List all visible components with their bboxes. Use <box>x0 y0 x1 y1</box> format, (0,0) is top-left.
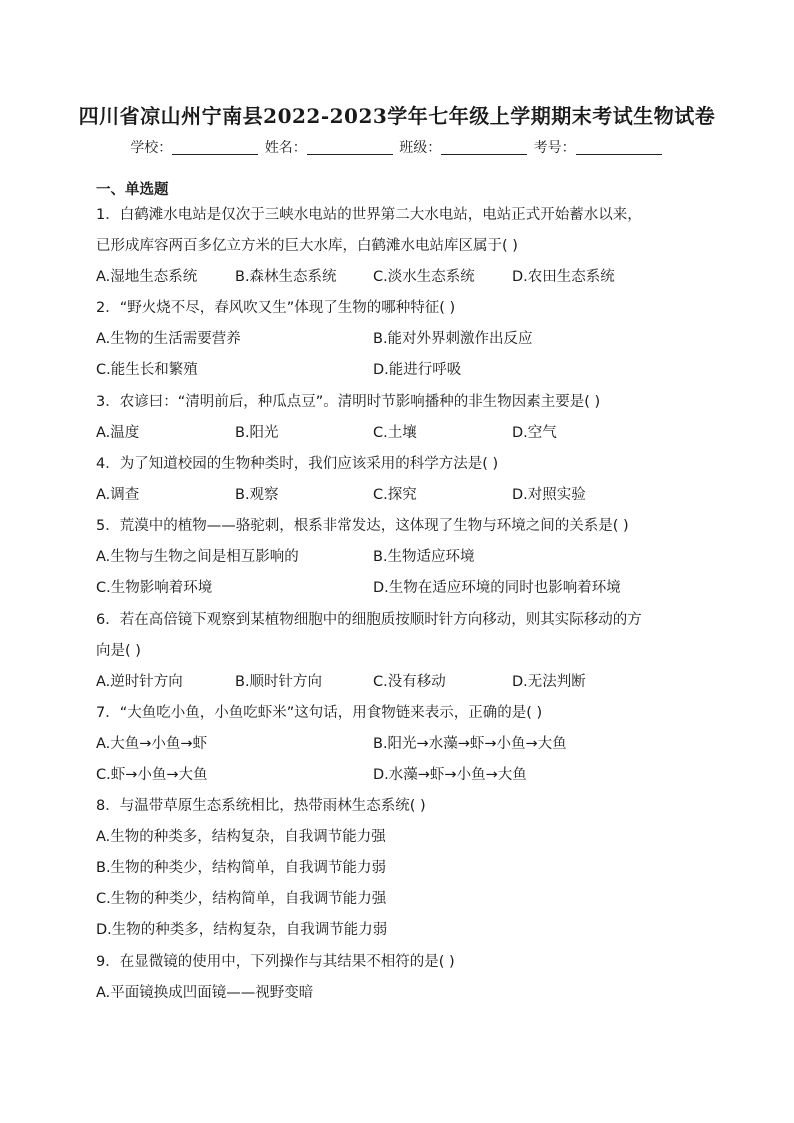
question-1-line-1: 1．白鹤滩水电站是仅次于三峡水电站的世界第二大水电站，电站正式开始蓄水以来， <box>96 207 642 223</box>
page-title: 四川省凉山州宁南县2022-2023学年七年级上学期期末考试生物试卷 <box>78 104 716 128</box>
question-5-option-a: A.生物与生物之间是相互影响的 <box>96 549 299 565</box>
question-9-option-a: A.平面镜换成凹面镜——视野变暗 <box>96 985 314 1001</box>
question-7-option-b: B.阳光→水藻→虾→小鱼→大鱼 <box>373 736 567 752</box>
question-4-option-a: A.调查 <box>96 487 140 503</box>
question-4-option-d: D.对照实验 <box>512 487 586 503</box>
question-6-option-b: B.顺时针方向 <box>235 674 323 690</box>
question-2-option-a: A.生物的生活需要营养 <box>96 331 241 347</box>
question-7-option-c: C.虾→小鱼→大鱼 <box>96 767 208 783</box>
question-3-line-1: 3．农谚曰：“清明前后，种瓜点豆”。清明时节影响播种的非生物因素主要是( ) <box>96 394 601 410</box>
question-6-option-d: D.无法判断 <box>512 674 586 690</box>
student-info-row <box>0 137 794 157</box>
question-4-line-1: 4．为了知道校园的生物种类时，我们应该采用的科学方法是( ) <box>96 456 499 472</box>
question-4-option-c: C.探究 <box>373 487 417 503</box>
question-8-option-b: B.生物的种类少，结构简单，自我调节能力弱 <box>96 860 387 876</box>
question-9-line-1: 9．在显微镜的使用中，下列操作与其结果不相符的是( ) <box>96 954 455 970</box>
section-heading: 一、单选题 <box>96 182 169 198</box>
question-4-option-b: B.观察 <box>235 487 279 503</box>
question-2-option-c: C.能生长和繁殖 <box>96 362 198 378</box>
question-2-line-1: 2．“野火烧不尽，春风吹又生”体现了生物的哪种特征( ) <box>96 300 456 316</box>
question-5-line-1: 5．荒漠中的植物——骆驼刺，根系非常发达，这体现了生物与环境之间的关系是( ) <box>96 518 629 534</box>
question-8-option-a: A.生物的种类多，结构复杂，自我调节能力强 <box>96 829 386 845</box>
class-blank[interactable] <box>441 140 527 155</box>
question-1-option-d: D.农田生态系统 <box>512 269 615 285</box>
class-label: 班级： <box>399 140 442 156</box>
question-6-option-c: C.没有移动 <box>373 674 446 690</box>
name-label: 姓名： <box>264 140 307 156</box>
question-2-option-d: D.能进行呼吸 <box>373 362 462 378</box>
question-1-option-a: A.湿地生态系统 <box>96 269 198 285</box>
question-1-line-2: 已形成库容两百多亿立方米的巨大水库，白鹤滩水电站库区属于( ) <box>96 238 518 254</box>
question-8-option-c: C.生物的种类少，结构简单，自我调节能力强 <box>96 891 387 907</box>
school-blank[interactable] <box>172 140 258 155</box>
exam-number-label: 考号： <box>533 140 576 156</box>
name-blank[interactable] <box>307 140 393 155</box>
question-8-line-1: 8．与温带草原生态系统相比，热带雨林生态系统( ) <box>96 798 426 814</box>
question-6-line-1: 6．若在高倍镜下观察到某植物细胞中的细胞质按顺时针方向移动，则其实际移动的方 <box>96 612 642 628</box>
question-5-option-b: B.生物适应环境 <box>373 549 475 565</box>
question-5-option-c: C.生物影响着环境 <box>96 580 213 596</box>
question-3-option-c: C.土壤 <box>373 425 417 441</box>
question-8-option-d: D.生物的种类多，结构复杂，自我调节能力弱 <box>96 922 388 938</box>
question-1-option-c: C.淡水生态系统 <box>373 269 475 285</box>
question-3-option-a: A.温度 <box>96 425 140 441</box>
question-1-option-b: B.森林生态系统 <box>235 269 337 285</box>
question-6-option-a: A.逆时针方向 <box>96 674 183 690</box>
question-5-option-d: D.生物在适应环境的同时也影响着环境 <box>373 580 621 596</box>
question-7-option-d: D.水藻→虾→小鱼→大鱼 <box>373 767 527 783</box>
school-label: 学校： <box>130 140 173 156</box>
exam-number-blank[interactable] <box>576 140 662 155</box>
question-6-line-2: 向是( ) <box>96 643 141 659</box>
question-2-option-b: B.能对外界刺激作出反应 <box>373 331 533 347</box>
question-7-line-1: 7．“大鱼吃小鱼，小鱼吃虾米”这句话，用食物链来表示，正确的是( ) <box>96 705 543 721</box>
question-3-option-b: B.阳光 <box>235 425 279 441</box>
question-7-option-a: A.大鱼→小鱼→虾 <box>96 736 208 752</box>
question-3-option-d: D.空气 <box>512 425 557 441</box>
